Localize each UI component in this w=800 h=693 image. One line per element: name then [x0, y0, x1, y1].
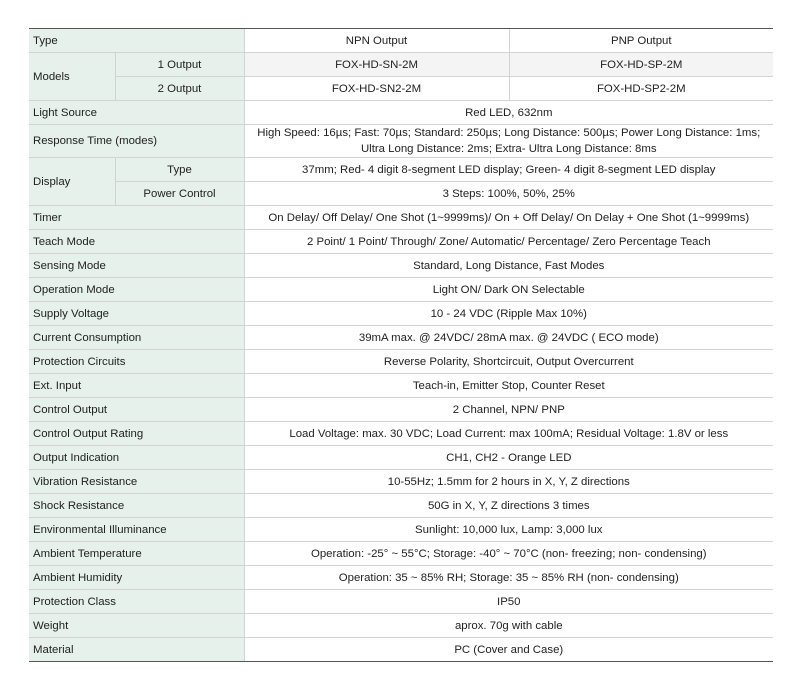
- spec-value: IP50: [244, 590, 773, 614]
- spec-row: [29, 278, 773, 302]
- spec-row: [29, 254, 773, 278]
- spec-label: Supply Voltage: [29, 302, 244, 326]
- spec-row-response-time: [29, 125, 773, 158]
- spec-row-models-2: [29, 77, 773, 101]
- spec-sublabel-display-type: Type: [115, 158, 244, 182]
- spec-value: Teach-in, Emitter Stop, Counter Reset: [244, 374, 773, 398]
- spec-value: Operation: -25° ~ 55°C; Storage: -40° ~ 70°C (non- freezing; non- condensing): [244, 542, 773, 566]
- spec-label: Output Indication: [29, 446, 244, 470]
- spec-row: [29, 398, 773, 422]
- spec-value: Sunlight: 10,000 lux, Lamp: 3,000 lux: [244, 518, 773, 542]
- spec-sublabel-2-output: 2 Output: [115, 77, 244, 101]
- spec-row: [29, 542, 773, 566]
- spec-label: Control Output: [29, 398, 244, 422]
- spec-label-response-time: Response Time (modes): [29, 125, 244, 158]
- spec-label: Protection Class: [29, 590, 244, 614]
- spec-row: [29, 302, 773, 326]
- spec-label: Weight: [29, 614, 244, 638]
- spec-label: Environmental Illuminance: [29, 518, 244, 542]
- spec-label: Shock Resistance: [29, 494, 244, 518]
- spec-row-light-source: [29, 101, 773, 125]
- spec-row: [29, 566, 773, 590]
- spec-label: Ambient Humidity: [29, 566, 244, 590]
- header-pnp: PNP Output: [509, 29, 773, 53]
- spec-value: Load Voltage: max. 30 VDC; Load Current: max 100mA; Residual Voltage: 1.8V or less: [244, 422, 773, 446]
- spec-row: [29, 350, 773, 374]
- spec-row-display-power: [29, 182, 773, 206]
- header-npn: NPN Output: [244, 29, 509, 53]
- spec-row-models-1: [29, 53, 773, 77]
- spec-label: Ambient Temperature: [29, 542, 244, 566]
- spec-label: Ext. Input: [29, 374, 244, 398]
- spec-label: Material: [29, 638, 244, 662]
- model-pnp-2-output: FOX-HD-SP2-2M: [509, 77, 773, 101]
- spec-sublabel-power-control: Power Control: [115, 182, 244, 206]
- spec-row-display-type: [29, 158, 773, 182]
- spec-sublabel-1-output: 1 Output: [115, 53, 244, 77]
- spec-value: aprox. 70g with cable: [244, 614, 773, 638]
- spec-value: Reverse Polarity, Shortcircuit, Output Overcurrent: [244, 350, 773, 374]
- spec-label-models: Models: [29, 53, 115, 101]
- spec-value: CH1, CH2 - Orange LED: [244, 446, 773, 470]
- spec-row: [29, 494, 773, 518]
- spec-value-response-time: High Speed: 16µs; Fast: 70µs; Standard: 250µs; Long Distance: 500µs; Power Long Distance: 1ms; Ultra Long Distance: 2ms; Extra- Ultra Long Distance: 8ms: [244, 125, 773, 158]
- spec-row: [29, 206, 773, 230]
- spec-value: 50G in X, Y, Z directions 3 times: [244, 494, 773, 518]
- spec-label: Control Output Rating: [29, 422, 244, 446]
- spec-row: [29, 326, 773, 350]
- spec-value: 10 - 24 VDC (Ripple Max 10%): [244, 302, 773, 326]
- spec-value: Light ON/ Dark ON Selectable: [244, 278, 773, 302]
- spec-row-type: [29, 29, 773, 53]
- spec-value: 2 Point/ 1 Point/ Through/ Zone/ Automatic/ Percentage/ Zero Percentage Teach: [244, 230, 773, 254]
- spec-label-light-source: Light Source: [29, 101, 244, 125]
- model-npn-2-output: FOX-HD-SN2-2M: [244, 77, 509, 101]
- spec-label: Protection Circuits: [29, 350, 244, 374]
- spec-row: [29, 470, 773, 494]
- model-npn-1-output: FOX-HD-SN-2M: [244, 53, 509, 77]
- spec-row: [29, 422, 773, 446]
- spec-label: Vibration Resistance: [29, 470, 244, 494]
- spec-label-type: Type: [29, 29, 244, 53]
- spec-value: 10-55Hz; 1.5mm for 2 hours in X, Y, Z directions: [244, 470, 773, 494]
- spec-value: Standard, Long Distance, Fast Modes: [244, 254, 773, 278]
- spec-row: [29, 614, 773, 638]
- spec-value-light-source: Red LED, 632nm: [244, 101, 773, 125]
- spec-label: Sensing Mode: [29, 254, 244, 278]
- spec-table: [29, 28, 773, 662]
- spec-label: Timer: [29, 206, 244, 230]
- spec-label-display: Display: [29, 158, 115, 206]
- spec-label: Operation Mode: [29, 278, 244, 302]
- spec-value-display-type: 37mm; Red- 4 digit 8-segment LED display; Green- 4 digit 8-segment LED display: [244, 158, 773, 182]
- spec-label: Current Consumption: [29, 326, 244, 350]
- spec-row: [29, 590, 773, 614]
- spec-value-power-control: 3 Steps: 100%, 50%, 25%: [244, 182, 773, 206]
- spec-row: [29, 374, 773, 398]
- spec-value: PC (Cover and Case): [244, 638, 773, 662]
- spec-value: Operation: 35 ~ 85% RH; Storage: 35 ~ 85% RH (non- condensing): [244, 566, 773, 590]
- spec-value: On Delay/ Off Delay/ One Shot (1~9999ms)/ On + Off Delay/ On Delay + One Shot (1~9999ms): [244, 206, 773, 230]
- spec-row: [29, 518, 773, 542]
- spec-value: 2 Channel, NPN/ PNP: [244, 398, 773, 422]
- spec-row: [29, 638, 773, 662]
- spec-row: [29, 446, 773, 470]
- model-pnp-1-output: FOX-HD-SP-2M: [509, 53, 773, 77]
- spec-value: 39mA max. @ 24VDC/ 28mA max. @ 24VDC ( ECO mode): [244, 326, 773, 350]
- spec-row: [29, 230, 773, 254]
- spec-label: Teach Mode: [29, 230, 244, 254]
